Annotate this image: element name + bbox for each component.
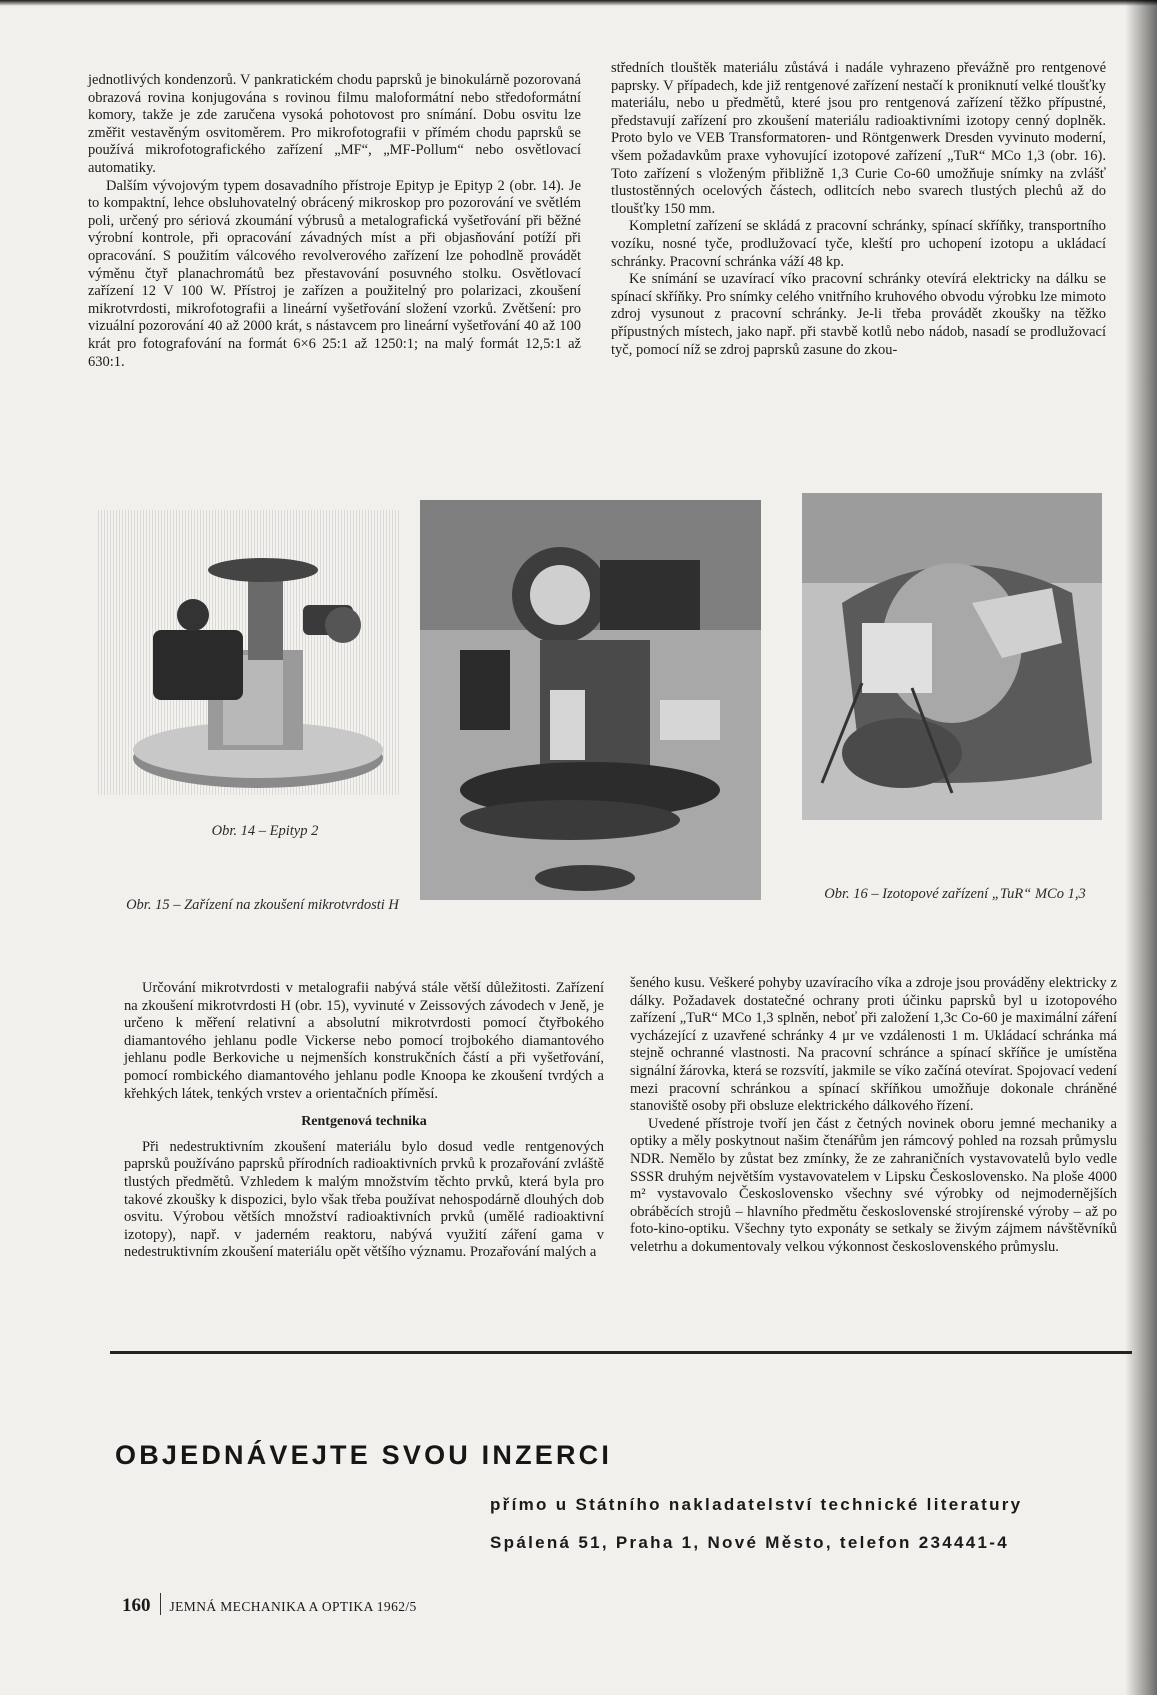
paragraph: Ke snímání se uzavírací víko pracovní schránky otevírá elektricky na dálku se spínací skříňky. Pro snímky celého vnitřního kruhového obvodu výrobku lze mimoto zdroj vysunout z pracovní schránky. Je-li třeba provádět zkoušky na těžko přípustných místech, jako např. při stavbě kotlů nebo nádob, nasadí se prodlužovací tyč, pomocí níž se zdroj paprsků zasune do zkou-: [611, 271, 1106, 358]
paragraph: Určování mikrotvrdosti v metalografii nabývá stále větší důležitosti. Zařízení na zkoušení mikrotvrdosti H (obr. 15), vyvinuté v Zeissových závodech v Jeně, je určeno k měření relativní a absolutní mikrotvrdosti pomocí čtyřbokého diamantového jehlanu podle Vickerse nebo pomocí trojbokého diamantového jehlanu podle Berkoviche u nejmenších konstrukčních částí a při vyšetřování, pomocí rombického diamantového jehlanu podle Knoopa ke zkoušení tvrdých a křehkých látek, tenkých vrstev a orientačních příměsí.: [124, 980, 604, 1102]
page-footer: [122, 1593, 417, 1617]
bottom-left-column: [124, 980, 604, 1262]
footer-separator: [160, 1593, 161, 1615]
bottom-right-column: [630, 975, 1117, 1257]
top-left-column: [88, 72, 581, 371]
section-heading: Rentgenová technika: [301, 1114, 427, 1130]
page-edge-top: [0, 0, 1157, 6]
page-edge-shadow: [1125, 0, 1157, 1695]
paragraph: středních tlouštěk materiálu zůstává i nadále vyhrazeno převážně pro rentgenové paprsky. V případech, kde již rentgenové zařízení nestačí k proniknutí velké tloušťky materiálu, nebo u předmětů, které jsou pro rentgenová zařízení těžko přípustné, představují zařízení pro zkoušení materiálu radioaktivními izotopy cenný doplněk. Proto bylo ve VEB Transformatoren- und Röntgenwerk Dresden vyvinuto moderní, všem požadavkům praxe vyhovující izotopové zařízení „TuR“ MCo 1,3 (obr. 16). Toto zařízení s vloženým přibližně 1,3 Curie Co-60 umožňuje snímky na zvlášť tlustostěnných ocelových částech, odlitcích nebo svarech tlustých plechů až do tloušťky 150 mm.: [611, 60, 1106, 217]
paragraph: jednotlivých kondenzorů. V pankratickém chodu paprsků je binokulárně pozorovaná obrazová rovina konjugována s rovinou filmu maloformátní nebo středoformátní komory, takže je zde zaručena vysoká pohotovost pro snímání. Dobu osvitu lze změřit vestavěným osvitoměrem. Pro mikrofotografii v přímém chodu paprsků se používá mikrofotografického zařízení „MF“, „MF-Pollum“ nebo osvětlovací automatiky.: [88, 72, 581, 176]
figure-14-photo: [98, 510, 400, 795]
page-number: 160: [122, 1595, 151, 1616]
magazine-title: JEMNÁ MECHANIKA A OPTIKA 1962/5: [169, 1599, 417, 1614]
paragraph: Uvedené přístroje tvoří jen část z četných novinek oboru jemné mechaniky a optiky a měly poskytnout našim čtenářům jen rámcový pohled na rozsah průmyslu NDR. Nemělo by zůstat bez zmínky, že ze zahraničních vystavovatelů bylo vedle SSSR druhým největším vystavovatelem v Lipsku Československo. Na ploše 4000 m² vystavovalo Československo všechny své výrobky od nejmodernějších obráběcích strojů – hlavního předmětu československé strojírenské výroby – až po foto-kino-optiku. Všechny tyto exponáty se setkaly se živým zájmem návštěvníků veletrhu a dokumentovaly velkou výkonnost československého průmyslu.: [630, 1115, 1117, 1255]
paragraph: Při nedestruktivním zkoušení materiálu bylo dosud vedle rentgenových paprsků používáno paprsků přírodních radioaktivních prvků k prozařování zvláště tlustých předmětů. Vzhledem k malým množstvím těchto prvků, která byla pro takové zkoušky k dispozici, bylo však třeba používat nehospodárně dlouhých dob osvitu. Výrobou větších množství radioaktivních prvků (umělé radioaktivní izotopy), např. v jaderném reaktoru, nabývá využití záření gama v nedestruktivním zkoušení materiálu opět většího významu. Prozařování malých a: [124, 1138, 604, 1261]
paragraph: Kompletní zařízení se skládá z pracovní schránky, spínací skříňky, transportního vozíku, nosné tyče, prodlužovací tyče, kleští pro uchopení izotopu a ukládací schránky. Pracovní schránka váží 48 kp.: [611, 218, 1106, 270]
paragraph: šeného kusu. Veškeré pohyby uzavíracího víka a zdroje jsou prováděny elektricky z dálky. Požadavek dostatečné ochrany proti účinku paprsků byl u izotopového zařízení „TuR“ MCo 1,3 splněn, neboť při založení 1,3c Co-60 je maximální záření vycházející z uzavřené schránky 4 μr ve vzdálenosti 1 m. Ukládací schránka má stejně ochranné vlastnosti. Na pracovní schránce a spínací skříňce je umístěna signální žárovka, která se rozsvítí, jakmile se víko začíná otevírat. Spojovací vedení mezi pracovní schránkou a spínací skříňkou umožňuje dokonale chráněné stanoviště osoby při obsluze elektrického dálkového řízení.: [630, 975, 1117, 1115]
figure-15-photo: [420, 500, 761, 900]
advert-line-2: Spálená 51, Praha 1, Nové Město, telefon 234441-4: [490, 1533, 1009, 1552]
figure-16-photo: [802, 493, 1102, 820]
paragraph: Dalším vývojovým typem dosavadního přístroje Epityp je Epityp 2 (obr. 14). Je to kompaktní, lehce obsluhovatelný obrácený mikroskop pro pozorování ve světlém poli, určený pro sériová zkoumání výbrusů a metalografická vyšetřování při běžné výrobní kontrole, při opracování závadných míst a při objasňování potíží při opracování. S použitím válcového revolverového zařízení lze pohodlně provádět výměnu čtyř planachromátů bez přestavování posuvného stolku. Osvětlovací zařízení 12 V 100 W. Přístroj je zařízen a použitelný pro polarizaci, zkoušení mikrotvrdosti, mikrofotografii a lineární vyšetřování složení vzorků. Zvětšení: pro vizuální pozorování 40 až 2000 krát, s nástavcem pro lineární vyšetřování 40 až 100 krát pro fotografování na formát 6×6 25:1 až 1250:1; na malý formát 12,5:1 až 630:1.: [88, 177, 581, 370]
figure-14-caption: Obr. 14 – Epityp 2: [211, 823, 319, 839]
divider-rule: [110, 1351, 1132, 1354]
advert-title: OBJEDNÁVEJTE SVOU INZERCI: [115, 1440, 613, 1470]
figure-16-caption: Obr. 16 – Izotopové zařízení „TuR“ MCo 1,3: [824, 886, 1086, 902]
figure-15-caption: Obr. 15 – Zařízení na zkoušení mikrotvrdosti H: [126, 897, 399, 913]
advert-line-1: přímo u Státního nakladatelství technické literatury: [490, 1495, 1023, 1514]
top-right-column: [611, 60, 1106, 359]
